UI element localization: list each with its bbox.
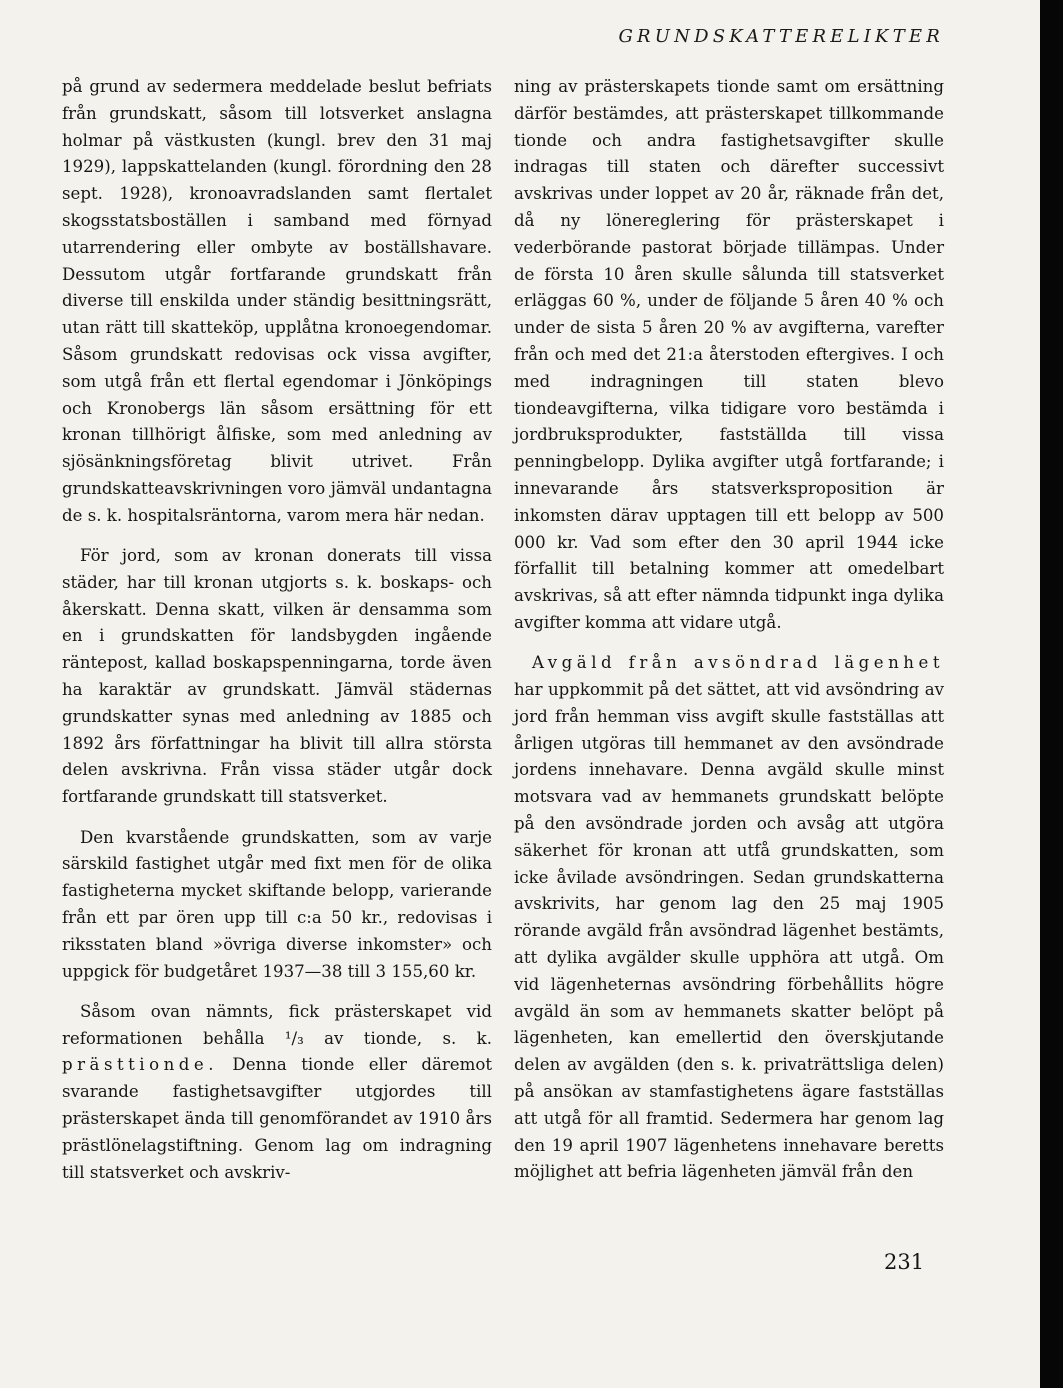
fraction-one-third: ¹/₃ — [284, 1028, 304, 1048]
term-avgald-heading: Avgäld från avsöndrad lägenhet — [532, 653, 944, 673]
left-paragraph-2: För jord, som av kronan donerats till vissa städer, har till kronan utgjorts s. k. boskaps- och åkerskatt. Denna skatt, vilken är densamma som en i grundskatten för landsbygden ingående räntepost, kallad boskapspenningarna, torde även ha karaktär av grundskatt. Jämväl städernas grundskatter synas med anledning av 1885 och 1892 års författningar ha blivit till allra största delen avskrivna. Från vissa städer utgår dock fortfarande grundskatt till statsverket. — [62, 546, 492, 807]
right-column — [514, 74, 944, 1186]
scan-edge — [1040, 0, 1063, 1388]
right-paragraph-2 — [514, 650, 944, 1186]
running-head: GRUNDSKATTERELIKTER — [618, 26, 944, 47]
left-paragraph-3: Den kvarstående grundskatten, som av varje särskild fastighet utgår med fixt men för de olika fastigheterna mycket skiftande belopp, varierande från ett par ören upp till c:a 50 kr., redovisas i riksstaten bland »övriga diverse inkomster» och uppgick för budgetåret 1937—38 till 3 155,60 kr. — [62, 827, 492, 981]
paragraph-4-end: Denna tionde eller däremot svarande fastighetsavgifter utgjordes till prästerskapet ända till genomförandet av 1910 års prästlönelagstiftning. Genom lag om indragning till statsverket och avskriv- — [62, 1055, 492, 1182]
right-paragraph-1: ning av prästerskapets tionde samt om ersättning därför bestämdes, att prästerskapet tillkommande tionde och andra fastighetsavgifter skulle indragas till staten och därefter successivt avskrivas under loppet av 20 år, räknade från det, då ny lönereglering för prästerskapet i vederbörande pastorat började tillämpas. Under de första 10 åren skulle sålunda till statsverket erläggas 60 %, under de följande 5 åren 40 % och under de sista 5 åren 20 % av avgifterna, varefter från och med det 21:a återstoden eftergives. I och med indragningen till staten blevo tiondeavgifterna, vilka tidigare voro bestämda i jordbruksprodukter, fastställda till vissa penningbelopp. Dylika avgifter utgå fortfarande; i innevarande års statsverksproposition är inkomsten därav upptagen till ett belopp av 500 000 kr. Vad som efter den 30 april 1944 icke förfallit till betalning kommer att omedelbart avskrivas, så att efter nämnda tidpunkt inga dylika avgifter komma att vidare utgå. — [514, 77, 944, 632]
paragraph-4-mid: av tionde, s. k. — [303, 1028, 493, 1048]
paragraph-4-start: Såsom ovan nämnts, fick prästerskapet vid reformationen behålla — [62, 1001, 492, 1048]
left-paragraph-4 — [62, 999, 492, 1187]
right-paragraph-2-rest: har uppkommit på det sättet, att vid avsöndring av jord från hemman viss avgift skulle fastställas att årligen utgöras till hemmanet av den avsöndrade jordens innehavare. Denna avgäld skulle minst motsvara vad av hemmanets grundskatt belöpte på den avsöndrade jorden och avsåg att utgöra säkerhet för kronan att utfå grundskatten, som icke åvilade avsöndringen. Sedan grundskatterna avskrivits, har genom lag den 25 maj 1905 rörande avgäld från avsöndrad lägenhet bestämts, att dylika avgälder skulle upphöra att utgå. Om vid lägenheternas avsöndring förbehållits högre avgäld än som av hemmanets skatter belöpt på lägenheten, kan emellertid den överskjutande delen av avgälden (den s. k. privaträttsliga delen) på ansökan av stamfastighetens ägare fastställas att utgå för all framtid. Sedermera har genom lag den 19 april 1907 lägenhetens innehavare beretts möjlighet att befria lägenheten jämväl från den — [514, 680, 944, 1182]
page-number: 231 — [884, 1250, 925, 1274]
left-paragraph-1: på grund av sedermera meddelade beslut befriats från grundskatt, såsom till lotsverket anslagna holmar på västkusten (kungl. brev den 31 maj 1929), lappskattelanden (kungl. förordning den 28 sept. 1928), kronoavradslanden samt flertalet skogsstatsboställen i samband med förnyad utarrendering eller ombyte av boställshavare. Dessutom utgår fortfarande grundskatt från diverse till enskilda under ständig besittningsrätt, utan rätt till skatteköp, upplåtna kronoegendomar. Såsom grundskatt redovisas ock vissa avgifter, som utgå från ett flertal egendomar i Jönköpings och Kronobergs län såsom ersättning för ett kronan tillhörigt ålfiske, som med anledning av sjösänkningsföretag blivit utrivet. Från grundskatteavskrivningen voro jämväl undantagna de s. k. hospitalsräntorna, varom mera här nedan. — [62, 77, 492, 525]
left-column — [62, 74, 492, 1186]
term-prasttionde: prästtionde. — [62, 1055, 219, 1075]
